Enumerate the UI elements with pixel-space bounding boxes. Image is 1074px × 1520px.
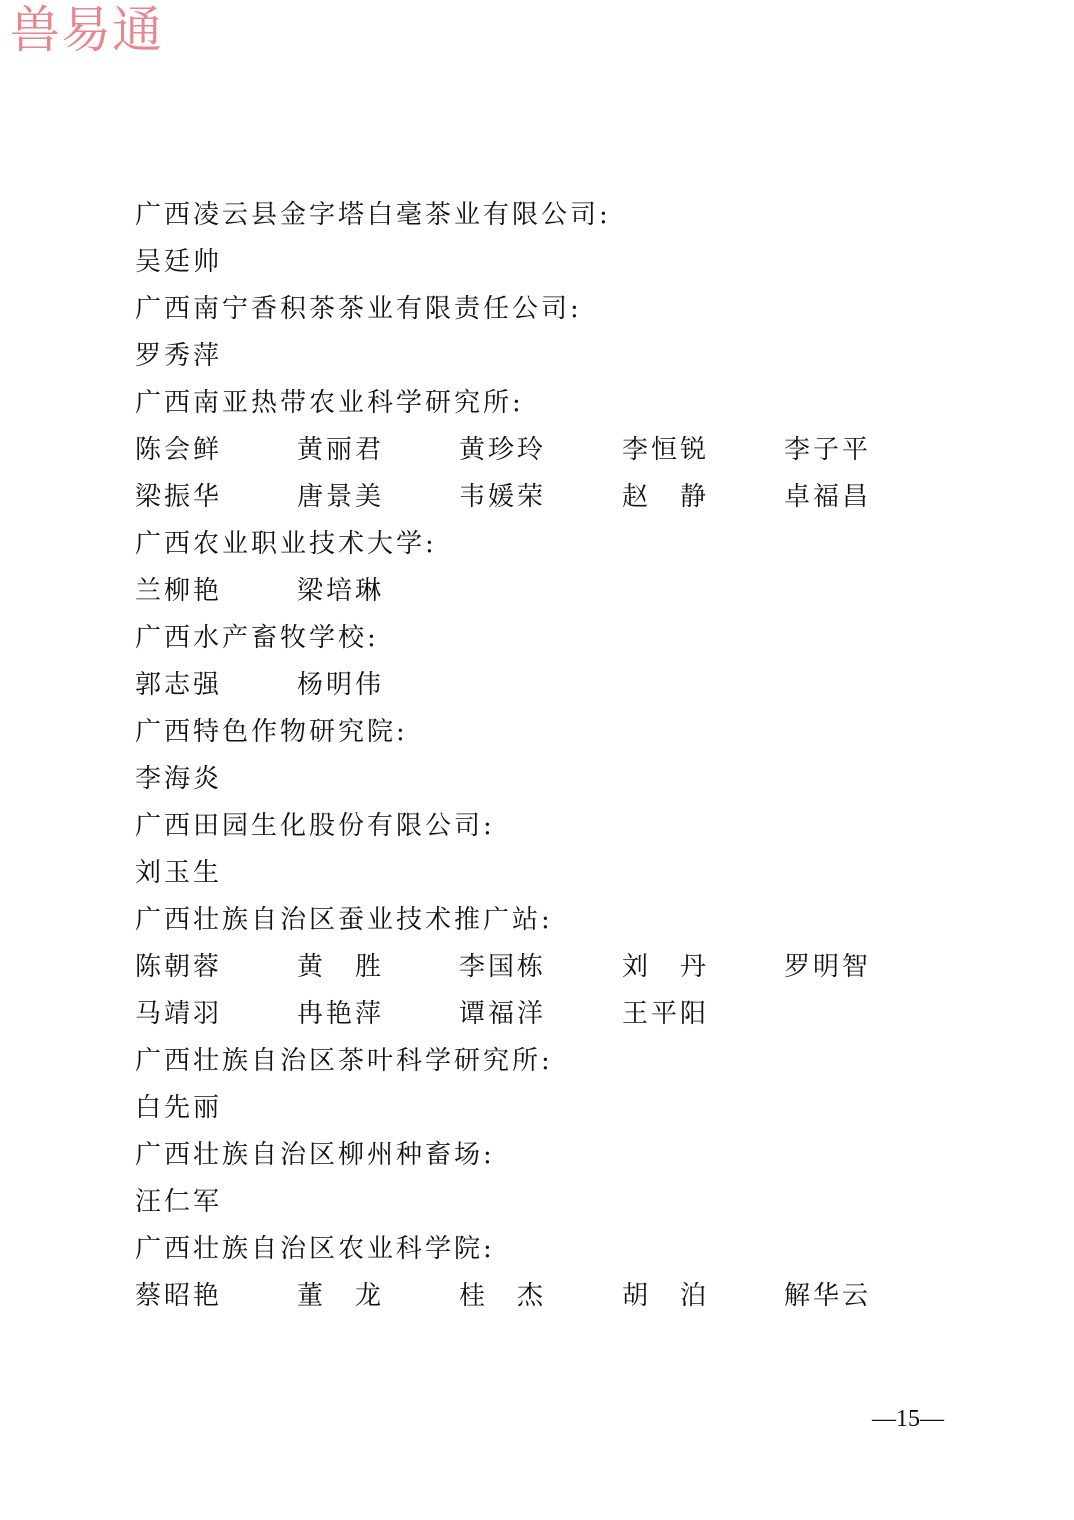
person-name: 刘 丹	[622, 952, 710, 982]
person-name: 黄珍玲	[459, 435, 547, 465]
organization-heading: 广西田园生化股份有限公司:	[135, 811, 495, 841]
person-name: 梁培琳	[297, 576, 385, 606]
person-name: 胡 泊	[622, 1281, 710, 1311]
person-name: 赵 静	[622, 482, 710, 512]
name-row	[135, 850, 955, 897]
person-name: 杨明伟	[297, 670, 385, 700]
person-name: 马靖羽	[135, 999, 223, 1029]
award-list	[135, 192, 955, 1320]
person-name: 陈朝蓉	[135, 952, 223, 982]
name-row	[135, 944, 955, 991]
person-name: 蔡昭艳	[135, 1281, 223, 1311]
person-name: 黄丽君	[297, 435, 385, 465]
organization-heading: 广西特色作物研究院:	[135, 717, 408, 747]
name-row	[135, 1085, 955, 1132]
person-name: 罗秀萍	[135, 341, 223, 371]
person-name: 唐景美	[297, 482, 385, 512]
person-name: 梁振华	[135, 482, 223, 512]
name-row	[135, 474, 955, 521]
name-row	[135, 1179, 955, 1226]
name-row	[135, 991, 955, 1038]
person-name: 李海炎	[135, 764, 223, 794]
name-row	[135, 427, 955, 474]
watermark-logo: 兽易通	[10, 1, 163, 59]
organization-heading: 广西南宁香积茶茶业有限责任公司:	[135, 294, 582, 324]
person-name: 王平阳	[622, 999, 710, 1029]
person-name: 黄 胜	[297, 952, 385, 982]
name-row	[135, 568, 955, 615]
person-name: 冉艳萍	[297, 999, 385, 1029]
organization-heading: 广西壮族自治区农业科学院:	[135, 1234, 495, 1264]
person-name: 解华云	[784, 1281, 872, 1311]
person-name: 陈会鲜	[135, 435, 223, 465]
organization-heading: 广西南亚热带农业科学研究所:	[135, 388, 524, 418]
organization-heading: 广西农业职业技术大学:	[135, 529, 437, 559]
organization-heading: 广西壮族自治区柳州种畜场:	[135, 1140, 495, 1170]
organization-heading: 广西凌云县金字塔白毫茶业有限公司:	[135, 200, 611, 230]
person-name: 罗明智	[784, 952, 872, 982]
person-name: 兰柳艳	[135, 576, 223, 606]
person-name: 白先丽	[135, 1093, 223, 1123]
name-row	[135, 756, 955, 803]
person-name: 李国栋	[459, 952, 547, 982]
person-name: 李子平	[784, 435, 872, 465]
organization-heading: 广西水产畜牧学校:	[135, 623, 379, 653]
person-name: 谭福洋	[459, 999, 547, 1029]
person-name: 郭志强	[135, 670, 223, 700]
name-row	[135, 1273, 955, 1320]
person-name: 汪仁军	[135, 1187, 223, 1217]
person-name: 董 龙	[297, 1281, 385, 1311]
person-name: 李恒锐	[622, 435, 710, 465]
organization-heading: 广西壮族自治区茶叶科学研究所:	[135, 1046, 553, 1076]
person-name: 桂 杰	[459, 1281, 547, 1311]
person-name: 卓福昌	[784, 482, 872, 512]
page-number: —15—	[872, 1406, 944, 1432]
name-row	[135, 239, 955, 286]
organization-heading: 广西壮族自治区蚕业技术推广站:	[135, 905, 553, 935]
person-name: 韦媛荣	[459, 482, 547, 512]
name-row	[135, 333, 955, 380]
person-name: 吴廷帅	[135, 247, 223, 277]
person-name: 刘玉生	[135, 858, 223, 888]
name-row	[135, 662, 955, 709]
